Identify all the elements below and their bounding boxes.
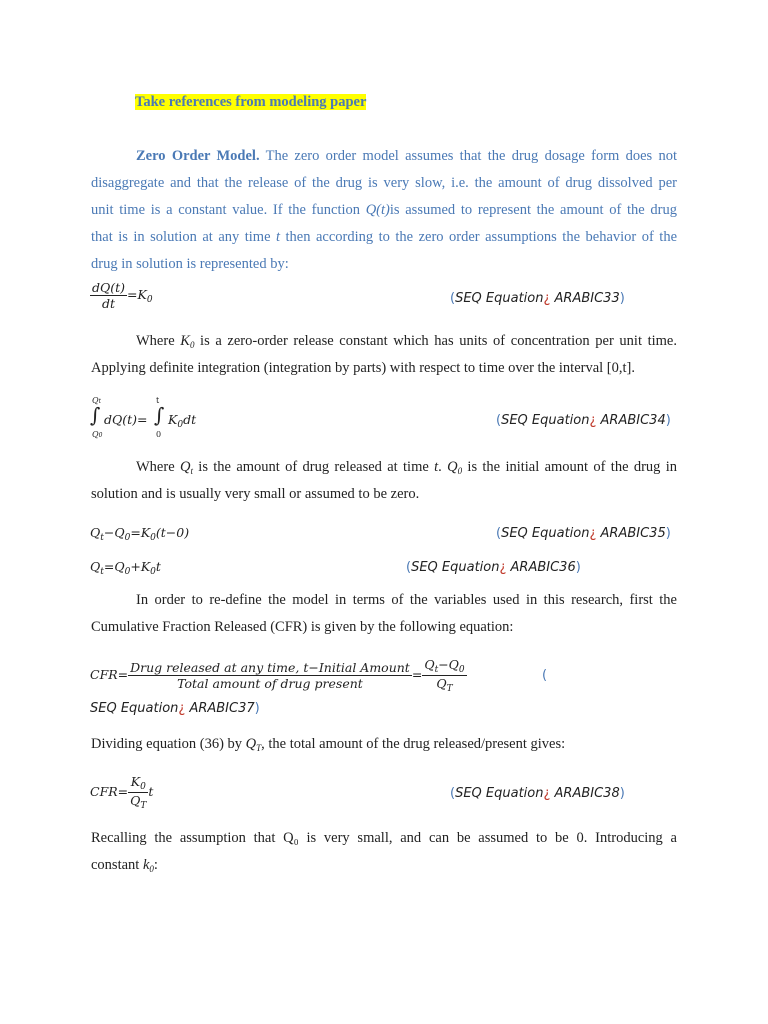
equation-37: CFR= $\frac{\text{Drug released at any time, t−Initial Amount}}{\text{Total amount of drug present}}$ = $\frac{Q_t-Q_0}{Q_T}$: [90, 657, 465, 694]
paragraph-recalling-line1: Recalling the assumption that Q₀ is very small, and can be assumed to be 0. Introducing a: [91, 830, 677, 846]
paragraph-zero-order-line1: Zero Order Model. The zero order model assumes that the drug dosage form does not: [136, 148, 677, 164]
heading-highlight: Take references from modeling paper: [135, 94, 367, 110]
paragraph-where-qt-line1: Where $Q_t$ is the amount of drug released at time t. $Q_0$ is the initial amount of the drug in: [136, 459, 678, 476]
equation-37-label: SEQ Equation¿ ARABIC37): [90, 701, 260, 716]
equation-34: Qt ∫ Q0 dQ(t)= t ∫ 0 $K_0dt$: [90, 396, 197, 439]
zero-order-title: Zero Order Model.: [136, 148, 260, 164]
section-heading: [135, 89, 366, 116]
paragraph-zero-order-line2: disaggregate and that the release of the drug is very slow, i.e. the amount of drug dissolved per: [91, 175, 677, 191]
paragraph-where-k0-line2: Applying definite integration (integration by parts) with respect to time over the interval [0,t].: [91, 360, 635, 376]
equation-36-label: (SEQ Equation¿ ARABIC36): [406, 560, 581, 575]
paragraph-where-k0-line1: Where $K_0$ is a zero-order release constant which has units of concentration per unit time.: [136, 333, 677, 350]
equation-37-open-paren: (: [542, 668, 548, 683]
paragraph-cfr-line1: In order to re-define the model in terms of the variables used in this research, first the: [136, 592, 677, 608]
equation-35-label: (SEQ Equation¿ ARABIC35): [496, 526, 671, 541]
paragraph-dividing: Dividing equation (36) by $Q_T$, the total amount of the drug released/present gives:: [91, 736, 566, 753]
equation-33-label: (SEQ Equation¿ ARABIC33): [450, 291, 625, 306]
equation-33: $\frac{dQ(t)}{dt}$ $=K_0$: [92, 280, 153, 311]
paragraph-zero-order-line5: drug in solution is represented by:: [91, 256, 289, 272]
equation-35: $Q_t-Q_0=K_0(t-0)$: [90, 525, 190, 543]
paragraph-where-qt-line2: solution and is usually very small or assumed to be zero.: [91, 486, 420, 502]
equation-34-label: (SEQ Equation¿ ARABIC34): [496, 413, 671, 428]
equation-36: $Q_t=Q_0+K_0t$: [90, 559, 161, 577]
equation-38: CFR= $\frac{K_0}{Q_T}$ t: [90, 774, 154, 811]
paragraph-recalling-line2: constant $k_0$:: [91, 857, 158, 874]
equation-38-label: (SEQ Equation¿ ARABIC38): [450, 786, 625, 801]
paragraph-zero-order-line3: unit time is a constant value. If the function Q(t)is assumed to represent the amount of the drug: [91, 202, 677, 218]
paragraph-zero-order-line4: that is in solution at any time t then according to the zero order assumptions the behavior of the: [91, 229, 678, 245]
paragraph-cfr-line2: Cumulative Fraction Released (CFR) is given by the following equation:: [91, 619, 514, 635]
